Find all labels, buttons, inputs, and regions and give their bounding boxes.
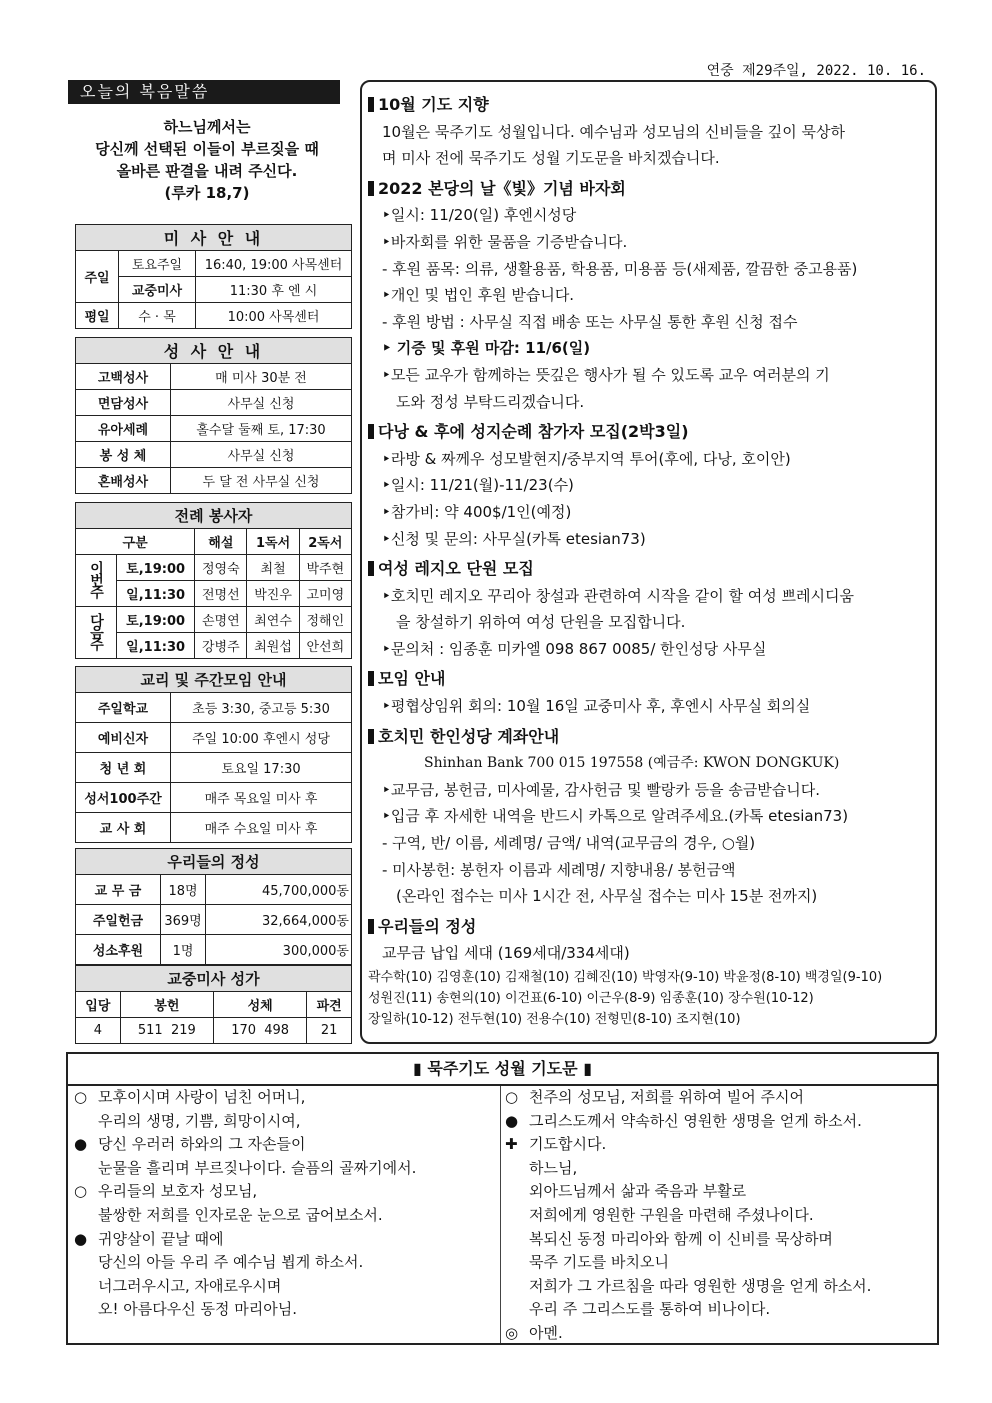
prayer-marker-icon: ◎ (505, 1323, 519, 1342)
notice-line: 교무금 납입 세대 (169세대/334세대) (382, 944, 630, 963)
prayer-line: 우리 주 그리스도를 통하여 비나이다. (529, 1300, 771, 1319)
prayer-marker-icon: ○ (74, 1182, 88, 1201)
prayer-line: 저희가 그 가르침을 따라 영원한 생명을 얻게 하소서. (529, 1276, 872, 1295)
notice-line: 10월은 묵주기도 성월입니다. 예수님과 성모님의 신비들을 깊이 묵상하 (382, 122, 845, 141)
square-bullet-icon (368, 729, 374, 744)
notice-heading: 다낭 & 후에 성지순례 참가자 모집(2박3일) (368, 419, 930, 446)
notice-heading: 여성 레지오 단원 모집 (368, 556, 930, 583)
prayer-line: 눈물을 흘리며 부르짖나이다. 슬픔의 골짜기에서. (98, 1158, 417, 1177)
prayer-line: 저희에게 영원한 구원을 마련해 주셨나이다. (529, 1205, 814, 1224)
notice-line: ‣ 기증 및 후원 마감: 11/6(일) (382, 339, 591, 358)
gospel-verse: 하느님께서는 당신께 선택된 이들이 부르짖을 때 올바른 판결을 내려 주신다. (루카 18,7) (95, 118, 319, 202)
notice-line: 며 미사 전에 묵주기도 성월 기도문을 바치겠습니다. (382, 149, 720, 168)
notice-line: ‣교무금, 봉헌금, 미사예물, 감사헌금 및 빨랑카 등을 송금받습니다. (382, 780, 821, 799)
notice-line: ‣개인 및 법인 후원 받습니다. (382, 286, 575, 305)
square-bullet-icon (368, 181, 374, 196)
notice-line: - 후원 방법 : 사무실 직접 배송 또는 사무실 통한 후원 신청 접수 (382, 312, 798, 331)
notice-line: ‣라방 & 짜께우 성모발현지/중부지역 투어(후에, 다낭, 호이안) (382, 449, 791, 468)
square-bullet-icon (368, 919, 374, 934)
notice-heading: 모임 안내 (368, 666, 930, 693)
mass-table: 미 사 안 내 주일 토요주일 16:40, 19:00 사목센터 교중미사 11:30 후 엔 시 평일 수 · 목 10:00 사목센터 (75, 224, 352, 329)
prayer-marker-icon: ● (74, 1135, 88, 1154)
notice-line: ‣문의처 : 임종훈 미카엘 098 867 0085/ 한인성당 사무실 (382, 639, 767, 658)
liturgy-table: 전례 봉사자 구분 해설 1독서 2독서 이번주 토,19:00 정영숙 최철 박주현 일,11:30 전명선 박진우 고미영 다음주 토,19:00 손명연 최연수 정해인 일,11:30 강병주 최원섭 안선희 (75, 502, 352, 659)
prayer-line: ○ 우리들의 보호자 성모님, (74, 1180, 494, 1204)
notice-line: 곽수학(10) 김영훈(10) 김재철(10) 김혜진(10) 박영자(9-10) 박윤정(8-10) 백경일(9-10) (368, 970, 883, 985)
prayer-left (74, 1086, 494, 1322)
prayer-marker-icon: ✚ (505, 1135, 518, 1154)
sacrament-table: 성 사 안 내 고백성사 매 미사 30분 전 면담성사 사무실 신청 유아세례 홀수달 둘째 토, 17:30 봉 성 체 사무실 신청 혼배성사 두 달 전 사무실 신청 (75, 337, 352, 494)
prayer-line: 복되신 동정 마리아와 함께 이 신비를 묵상하며 (529, 1229, 833, 1248)
notice-heading: 우리들의 정성 (368, 914, 930, 941)
prayer-line: 우리의 생명, 기쁨, 희망이시여, (98, 1111, 301, 1130)
notice-line: ‣평협상임위 회의: 10월 16일 교중미사 후, 후엔시 사무실 회의실 (382, 697, 811, 716)
prayer-marker-icon: ○ (74, 1088, 88, 1106)
prayer-line: 외아드님께서 삶과 죽음과 부활로 (529, 1182, 747, 1201)
notice-line: ‣입금 후 자세한 내역을 반드시 카톡으로 알려주세요.(카톡 etesian73) (382, 807, 849, 826)
notice-line: ‣일시: 11/21(월)-11/23(수) (382, 476, 574, 495)
prayer-line: ◎ 아멘. (505, 1322, 945, 1346)
prayer-line: 묵주 기도를 바치오니 (529, 1253, 669, 1272)
offering-table: 우리들의 정성 교 무 금 18명 45,700,000동 주일헌금 369명 32,664,000동 성소후원 1명 300,000동 (75, 848, 352, 965)
notice-line: ‣바자회를 위한 물품을 기증받습니다. (382, 232, 628, 251)
notice-line: - 구역, 반/ 이름, 세례명/ 금액/ 내역(교무금의 경우, ○월) (382, 834, 756, 853)
issue-date: 연중 제29주일, 2022. 10. 16. (706, 63, 926, 79)
notice-line: 성원진(11) 송현의(10) 이건표(6-10) 이근우(8-9) 임종훈(10) 장수원(10-12) (368, 991, 814, 1006)
notice-heading: 10월 기도 지향 (368, 92, 930, 119)
prayer-right (500, 1086, 945, 1343)
hymns-table: 교중미사 성가 입당 봉헌 성체 파견 4 511 219 170 498 21 (75, 965, 352, 1044)
notice-heading: 호치민 한인성당 계좌안내 (368, 724, 930, 751)
prayer-line: 오! 아름다우신 동정 마리아님. (98, 1300, 297, 1319)
notice-line: - 후원 품목: 의류, 생활용품, 학용품, 미용품 등(새제품, 깔끔한 중고용품) (382, 259, 858, 278)
prayer-line: ✚ 기도합시다. (505, 1133, 945, 1157)
rosary-prayer (66, 1052, 939, 1345)
prayer-line: ● 귀양살이 끝날 때에 (74, 1228, 494, 1252)
prayer-line: ● 당신 우러러 하와의 그 자손들이 (74, 1133, 494, 1157)
notice-line: (온라인 접수는 미사 1시간 전, 사무실 접수는 미사 15분 전까지) (396, 887, 818, 906)
square-bullet-icon (368, 424, 374, 439)
square-bullet-icon (368, 561, 374, 576)
prayer-line: 하느님, (529, 1158, 578, 1177)
prayer-line: ○ 모후이시며 사랑이 넘친 어머니, (74, 1086, 494, 1110)
square-bullet-icon (368, 671, 374, 686)
prayer-marker-icon: ● (505, 1111, 519, 1130)
gospel-tag: 오늘의 복음말씀 (68, 80, 340, 104)
prayer-line: 당신의 아들 우리 주 예수님 뵙게 하소서. (98, 1253, 364, 1272)
prayer-line: 너그러우시고, 자애로우시며 (98, 1276, 282, 1295)
prayer-title: ▮ 묵주기도 성월 기도문 ▮ (68, 1054, 937, 1086)
notice-line: ‣일시: 11/20(일) 후엔시성당 (382, 206, 577, 225)
notice-line: Shinhan Bank 700 015 197558 (예금주: KWON DONGKUK) (424, 755, 840, 772)
notice-line: - 미사봉헌: 봉헌자 이름과 세례명/ 지향내용/ 봉헌금액 (382, 860, 736, 879)
meetings-table: 교리 및 주간모임 안내 주일학교 초등 3:30, 중고등 5:30 예비신자 주일 10:00 후엔시 성당 청 년 회 토요일 17:30 성서100주간 매주 목요일 미사 후 교 사 회 매주 수요일 미사 후 (75, 666, 352, 843)
prayer-marker-icon: ○ (505, 1088, 519, 1106)
notice-line: ‣호치민 레지오 꾸리아 창설과 관련하여 시작을 같이 할 여성 쁘레시디움 (382, 586, 854, 605)
notice-line: 장일하(10-12) 전두현(10) 전용수(10) 전형민(8-10) 조지현(10) (368, 1012, 741, 1027)
prayer-line: ○ 천주의 성모님, 저희를 위하여 빌어 주시어 (505, 1086, 945, 1110)
notice-line: 을 창설하기 위하여 여성 단원을 모집합니다. (396, 613, 686, 632)
notice-line: ‣참가비: 약 400$/1인(예정) (382, 502, 572, 521)
notice-line: ‣모든 교우가 함께하는 뜻깊은 행사가 될 수 있도록 교우 여러분의 기 (382, 365, 830, 384)
notice-heading: 2022 본당의 날《빛》기념 바자회 (368, 176, 930, 203)
square-bullet-icon (368, 97, 374, 112)
notices (368, 92, 930, 1030)
prayer-line: 불쌍한 저희를 인자로운 눈으로 굽어보소서. (98, 1205, 383, 1224)
notice-line: ‣신청 및 문의: 사무실(카톡 etesian73) (382, 529, 646, 548)
notice-line: 도와 정성 부탁드리겠습니다. (396, 392, 585, 411)
prayer-marker-icon: ● (74, 1229, 88, 1248)
prayer-line: ● 그리스도께서 약속하신 영원한 생명을 얻게 하소서. (505, 1110, 945, 1134)
